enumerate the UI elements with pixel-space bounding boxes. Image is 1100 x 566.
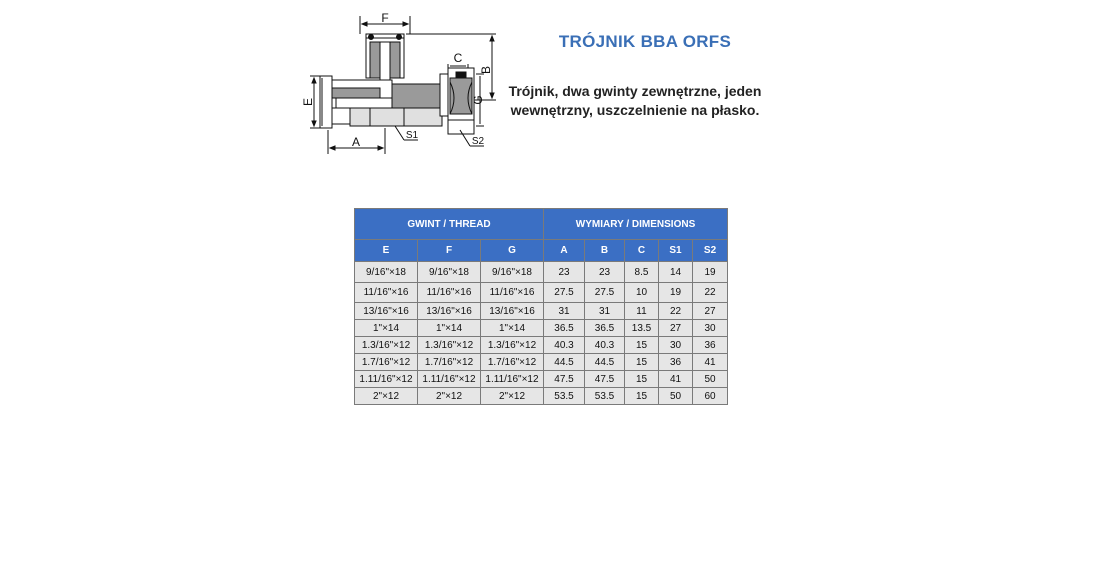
- fitting-technical-drawing: [300, 8, 500, 156]
- cell-a: 40.3: [544, 337, 585, 354]
- description-line-1: Trójnik, dwa gwinty zewnętrzne, jeden: [508, 83, 762, 99]
- cell-s1: 30: [659, 337, 693, 354]
- cell-e: 1.3/16"×12: [355, 337, 418, 354]
- cell-c: 11: [625, 303, 659, 320]
- label-e: E: [301, 97, 315, 107]
- cell-b: 36.5: [585, 320, 625, 337]
- cell-a: 44.5: [544, 354, 585, 371]
- label-g: G: [471, 95, 485, 105]
- column-header-f: F: [418, 240, 481, 262]
- product-description: [505, 82, 765, 120]
- cell-s1: 14: [659, 262, 693, 283]
- cell-c: 15: [625, 371, 659, 388]
- cell-s2: 22: [693, 283, 728, 303]
- cell-b: 23: [585, 262, 625, 283]
- cell-a: 53.5: [544, 388, 585, 405]
- cell-a: 36.5: [544, 320, 585, 337]
- cell-a: 23: [544, 262, 585, 283]
- cell-e: 11/16"×16: [355, 283, 418, 303]
- cell-e: 1.7/16"×12: [355, 354, 418, 371]
- cell-g: 1"×14: [481, 320, 544, 337]
- cell-s2: 50: [693, 371, 728, 388]
- label-c: C: [453, 51, 463, 65]
- cell-s1: 36: [659, 354, 693, 371]
- product-title: TRÓJNIK BBA ORFS: [558, 32, 732, 51]
- cell-s2: 41: [693, 354, 728, 371]
- cell-f: 9/16"×18: [418, 262, 481, 283]
- cell-c: 10: [625, 283, 659, 303]
- cell-b: 31: [585, 303, 625, 320]
- cell-c: 15: [625, 354, 659, 371]
- column-header-b: B: [585, 240, 625, 262]
- column-header-g: G: [481, 240, 544, 262]
- cell-a: 31: [544, 303, 585, 320]
- label-f: F: [381, 11, 389, 25]
- table-row: [355, 337, 728, 354]
- column-header-c: C: [625, 240, 659, 262]
- cell-e: 13/16"×16: [355, 303, 418, 320]
- cell-f: 1.7/16"×12: [418, 354, 481, 371]
- cell-f: 1.3/16"×12: [418, 337, 481, 354]
- cell-s1: 50: [659, 388, 693, 405]
- table-row: [355, 320, 728, 337]
- cell-a: 27.5: [544, 283, 585, 303]
- cell-e: 2"×12: [355, 388, 418, 405]
- dimensions-group-header: WYMIARY / DIMENSIONS: [544, 209, 728, 240]
- table-group-header-row: [355, 209, 728, 240]
- cell-b: 27.5: [585, 283, 625, 303]
- cell-e: 9/16"×18: [355, 262, 418, 283]
- cell-f: 1"×14: [418, 320, 481, 337]
- cell-g: 13/16"×16: [481, 303, 544, 320]
- cell-e: 1.11/16"×12: [355, 371, 418, 388]
- cell-s2: 19: [693, 262, 728, 283]
- cell-s1: 19: [659, 283, 693, 303]
- cell-f: 1.11/16"×12: [418, 371, 481, 388]
- cell-g: 1.11/16"×12: [481, 371, 544, 388]
- cell-f: 11/16"×16: [418, 283, 481, 303]
- cell-a: 47.5: [544, 371, 585, 388]
- label-s2: S2: [471, 136, 485, 147]
- cell-s1: 27: [659, 320, 693, 337]
- description-line-2: wewnętrzny, uszczelnienie na płasko.: [510, 102, 760, 118]
- cell-g: 1.3/16"×12: [481, 337, 544, 354]
- column-header-s1: S1: [659, 240, 693, 262]
- cell-s2: 30: [693, 320, 728, 337]
- table-row: [355, 303, 728, 320]
- cell-c: 8.5: [625, 262, 659, 283]
- cell-s1: 22: [659, 303, 693, 320]
- cell-b: 53.5: [585, 388, 625, 405]
- cell-g: 11/16"×16: [481, 283, 544, 303]
- cell-b: 40.3: [585, 337, 625, 354]
- cell-b: 44.5: [585, 354, 625, 371]
- cell-g: 2"×12: [481, 388, 544, 405]
- column-header-s2: S2: [693, 240, 728, 262]
- table-column-header-row: [355, 240, 728, 262]
- label-s1: S1: [405, 130, 419, 141]
- table-row: [355, 371, 728, 388]
- cell-f: 2"×12: [418, 388, 481, 405]
- cell-s2: 27: [693, 303, 728, 320]
- cell-s2: 36: [693, 337, 728, 354]
- cell-c: 15: [625, 337, 659, 354]
- cell-c: 13.5: [625, 320, 659, 337]
- table-row: [355, 388, 728, 405]
- dimensions-table: [354, 208, 728, 405]
- table-row: [355, 354, 728, 371]
- thread-group-header: GWINT / THREAD: [355, 209, 544, 240]
- cell-s2: 60: [693, 388, 728, 405]
- cell-e: 1"×14: [355, 320, 418, 337]
- column-header-a: A: [544, 240, 585, 262]
- column-header-e: E: [355, 240, 418, 262]
- cell-f: 13/16"×16: [418, 303, 481, 320]
- label-b: B: [479, 65, 493, 75]
- table-row: [355, 283, 728, 303]
- cell-b: 47.5: [585, 371, 625, 388]
- label-a: A: [351, 135, 361, 149]
- cell-s1: 41: [659, 371, 693, 388]
- cell-c: 15: [625, 388, 659, 405]
- cell-g: 9/16"×18: [481, 262, 544, 283]
- cell-g: 1.7/16"×12: [481, 354, 544, 371]
- table-row: [355, 262, 728, 283]
